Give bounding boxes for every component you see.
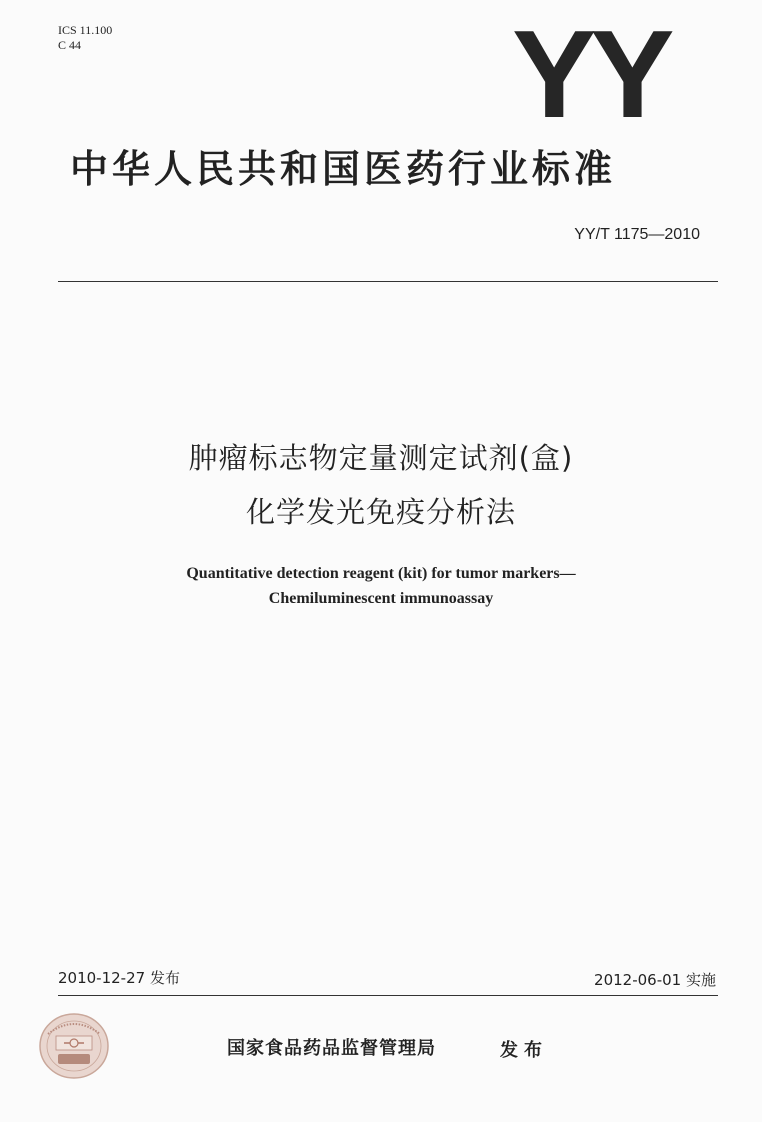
document-title-en-line2: Chemiluminescent immunoassay	[268, 590, 494, 607]
document-title-cn-line1: 肿瘤标志物定量测定试剂(盒)	[188, 441, 574, 475]
top-divider	[58, 281, 718, 282]
ics-code: ICS 11.100	[58, 23, 113, 37]
ccs-code: C 44	[58, 38, 82, 52]
standard-number: YY/T 1175—2010	[574, 226, 700, 243]
standard-type-title: 中华人民共和国医药行业标准	[70, 147, 617, 191]
document-title-en-line1: Quantitative detection reagent (kit) for tumor markers—	[186, 565, 576, 582]
issue-date: 2010-12-27 发布	[58, 969, 180, 987]
bottom-divider	[58, 995, 718, 996]
yy-logo: YY	[512, 6, 669, 144]
publisher-name: 国家食品药品监督管理局	[227, 1038, 436, 1059]
publish-label: 发布	[500, 1040, 548, 1061]
document-title-cn-line2: 化学发光免疫分析法	[245, 495, 516, 529]
effective-date: 2012-06-01 实施	[594, 971, 716, 989]
classification-block	[58, 23, 112, 53]
anti-counterfeit-stamp-icon	[38, 1012, 110, 1080]
